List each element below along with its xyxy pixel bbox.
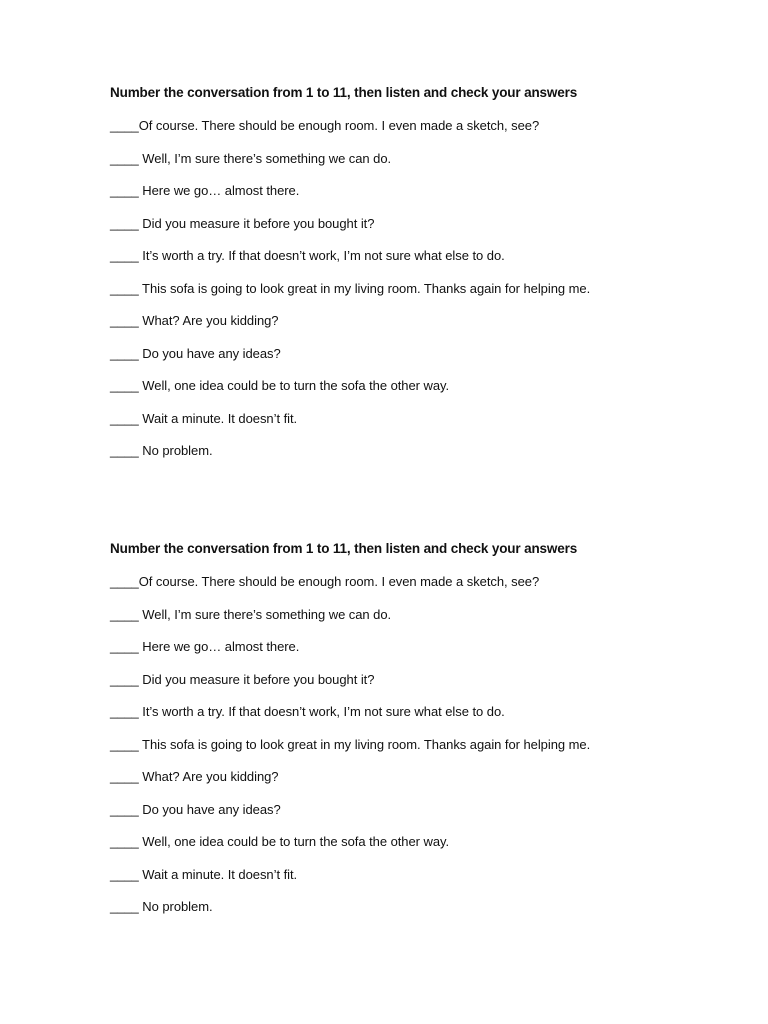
conversation-line-9: ____ Well, one idea could be to turn the sofa the other way. (110, 834, 450, 849)
conversation-line-7: ____ What? Are you kidding? (110, 769, 279, 784)
exercise-section-1 (110, 84, 730, 475)
exercise-heading: Number the conversation from 1 to 11, then listen and check your answers (110, 85, 578, 100)
conversation-line-8: ____ Do you have any ideas? (110, 345, 281, 361)
conversation-line-4: ____ Did you measure it before you bought it? (110, 671, 375, 687)
conversation-line-7: ____ What? Are you kidding? (110, 313, 279, 328)
conversation-line-1: ____Of course. There should be enough room. I even made a sketch, see? (110, 118, 540, 133)
conversation-line-10: ____ Wait a minute. It doesn’t fit. (110, 410, 298, 426)
conversation-line-5: ____ It’s worth a try. If that doesn’t work, I’m not sure what else to do. (110, 704, 505, 719)
conversation-list (110, 117, 730, 460)
conversation-line-4: ____ Did you measure it before you bought it? (110, 215, 375, 231)
exercise-section-2 (110, 540, 730, 931)
conversation-line-1: ____Of course. There should be enough room. I even made a sketch, see? (110, 574, 540, 589)
exercise-heading: Number the conversation from 1 to 11, then listen and check your answers (110, 541, 578, 556)
conversation-line-3: ____ Here we go… almost there. (110, 183, 300, 198)
conversation-line-9: ____ Well, one idea could be to turn the sofa the other way. (110, 378, 450, 393)
conversation-line-2: ____ Well, I’m sure there’s something we can do. (110, 150, 392, 166)
conversation-list (110, 573, 730, 916)
conversation-line-10: ____ Wait a minute. It doesn’t fit. (110, 866, 298, 882)
conversation-line-11: ____ No problem. (110, 443, 213, 458)
conversation-line-11: ____ No problem. (110, 899, 213, 914)
conversation-line-6: ____ This sofa is going to look great in my living room. Thanks again for helping me. (110, 280, 591, 296)
conversation-line-8: ____ Do you have any ideas? (110, 801, 281, 817)
conversation-line-6: ____ This sofa is going to look great in my living room. Thanks again for helping me. (110, 736, 591, 752)
conversation-line-5: ____ It’s worth a try. If that doesn’t work, I’m not sure what else to do. (110, 248, 505, 263)
conversation-line-3: ____ Here we go… almost there. (110, 639, 300, 654)
conversation-line-2: ____ Well, I’m sure there’s something we can do. (110, 606, 392, 622)
